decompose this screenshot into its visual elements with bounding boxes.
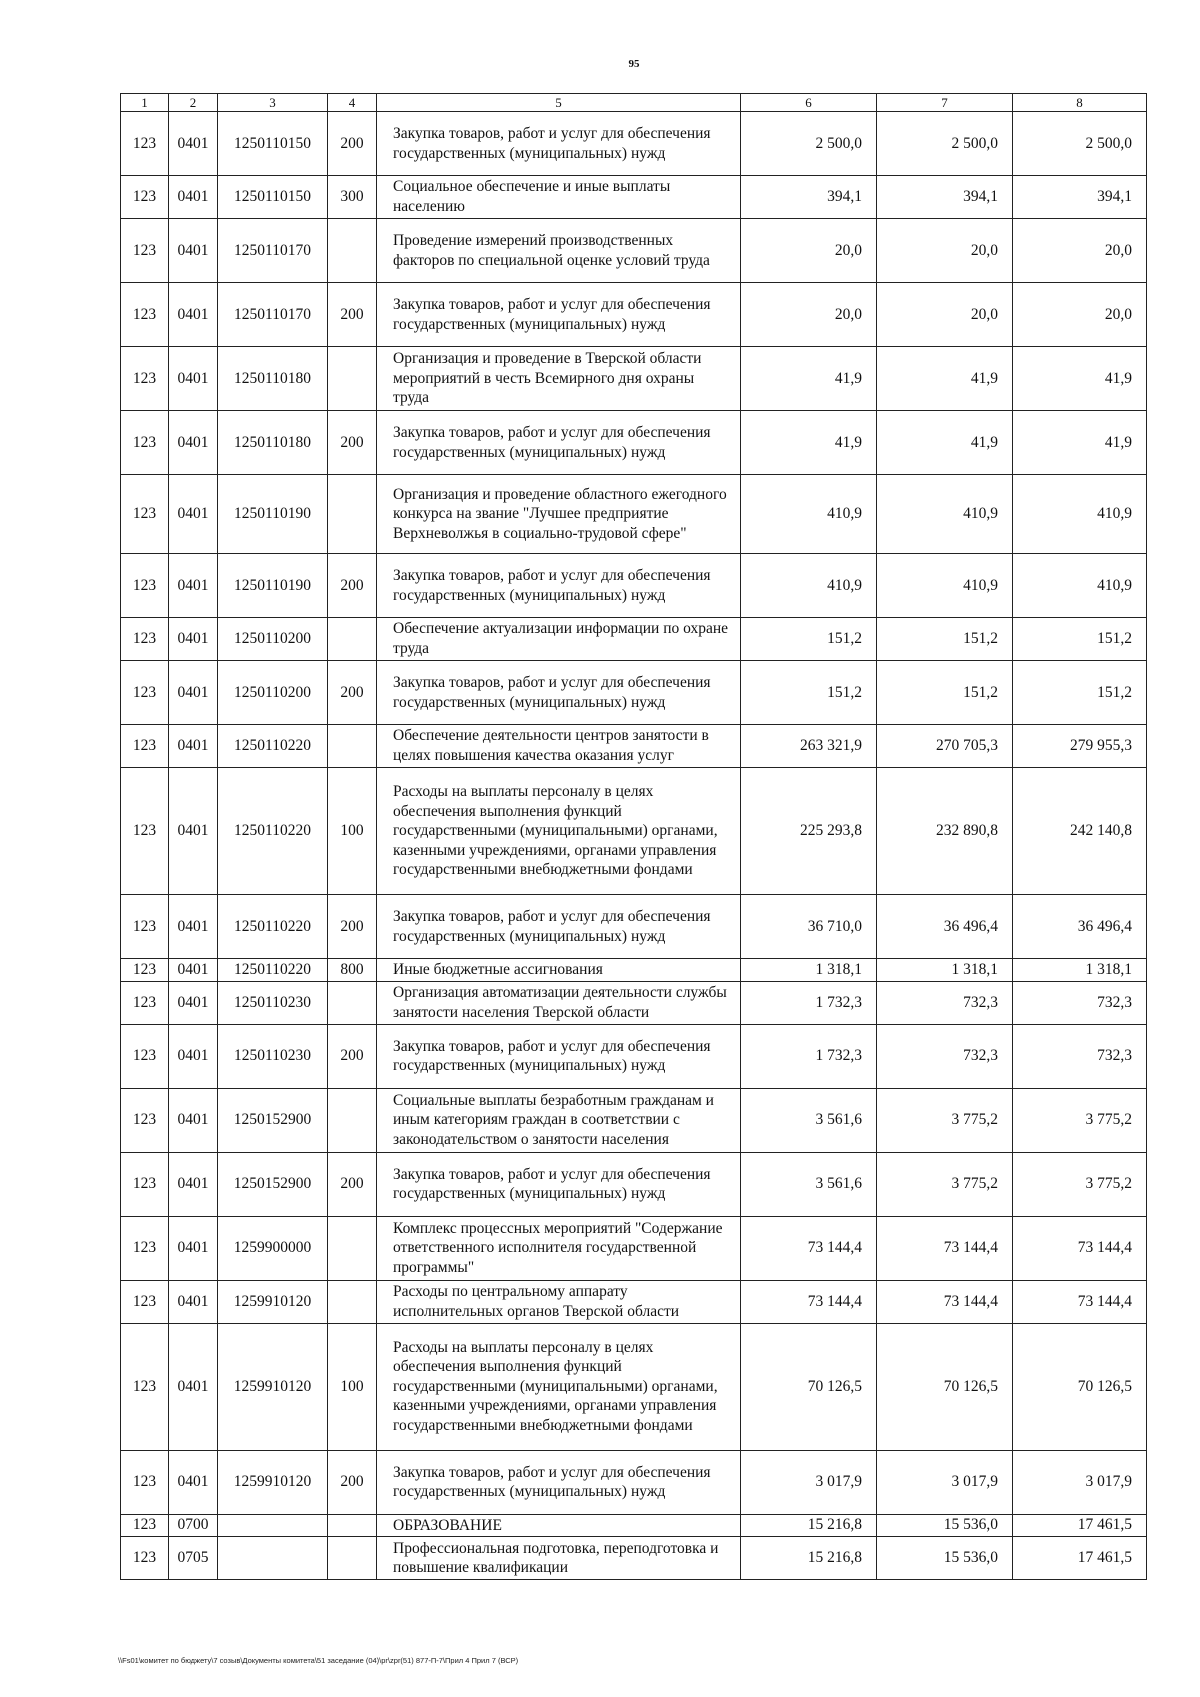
cell-col-7: 3 017,9 [877, 1450, 1013, 1514]
table-row [121, 1024, 1147, 1088]
cell-col-3: 1250110230 [218, 1024, 328, 1088]
cell-col-1: 123 [121, 1280, 169, 1323]
cell-col-2: 0401 [169, 618, 218, 661]
cell-col-3: 1250110180 [218, 411, 328, 475]
table-row [121, 981, 1147, 1024]
cell-col-3: 1250110200 [218, 618, 328, 661]
table-row [121, 895, 1147, 959]
cell-col-5: Закупка товаров, работ и услуг для обеспечения государственных (муниципальных) нужд [377, 112, 741, 176]
cell-col-1: 123 [121, 1216, 169, 1280]
table-row [121, 1450, 1147, 1514]
cell-col-6: 410,9 [741, 554, 877, 618]
cell-col-6: 410,9 [741, 475, 877, 554]
col-header-4: 4 [328, 94, 377, 112]
cell-col-3: 1250110170 [218, 219, 328, 283]
cell-col-8: 41,9 [1013, 411, 1147, 475]
cell-col-7: 151,2 [877, 661, 1013, 725]
cell-col-4: 200 [328, 112, 377, 176]
table-row [121, 725, 1147, 768]
cell-col-1: 123 [121, 176, 169, 219]
cell-col-7: 41,9 [877, 347, 1013, 411]
table-row [121, 554, 1147, 618]
cell-col-8: 20,0 [1013, 283, 1147, 347]
cell-col-1: 123 [121, 981, 169, 1024]
cell-col-8: 3 775,2 [1013, 1088, 1147, 1152]
cell-col-3: 1250110150 [218, 176, 328, 219]
col-header-2: 2 [169, 94, 218, 112]
cell-col-2: 0401 [169, 1280, 218, 1323]
cell-col-6: 2 500,0 [741, 112, 877, 176]
cell-col-5: Организация и проведение областного ежегодного конкурса на звание "Лучшее предприятие Верхневолжья в социально-трудовой сфере" [377, 475, 741, 554]
col-header-8: 8 [1013, 94, 1147, 112]
cell-col-6: 3 561,6 [741, 1088, 877, 1152]
cell-col-3: 1250110220 [218, 725, 328, 768]
cell-col-1: 123 [121, 725, 169, 768]
cell-col-5: Социальное обеспечение и иные выплаты населению [377, 176, 741, 219]
cell-col-3: 1250110190 [218, 475, 328, 554]
cell-col-8: 41,9 [1013, 347, 1147, 411]
cell-col-1: 123 [121, 411, 169, 475]
cell-col-7: 36 496,4 [877, 895, 1013, 959]
cell-col-4: 200 [328, 895, 377, 959]
cell-col-8: 36 496,4 [1013, 895, 1147, 959]
cell-col-7: 410,9 [877, 475, 1013, 554]
table-row [121, 219, 1147, 283]
cell-col-5: Закупка товаров, работ и услуг для обеспечения государственных (муниципальных) нужд [377, 1450, 741, 1514]
cell-col-5: Закупка товаров, работ и услуг для обеспечения государственных (муниципальных) нужд [377, 1024, 741, 1088]
cell-col-8: 17 461,5 [1013, 1537, 1147, 1580]
cell-col-4 [328, 219, 377, 283]
cell-col-1: 123 [121, 1514, 169, 1537]
cell-col-1: 123 [121, 661, 169, 725]
col-header-3: 3 [218, 94, 328, 112]
cell-col-7: 15 536,0 [877, 1537, 1013, 1580]
cell-col-3: 1250152900 [218, 1088, 328, 1152]
cell-col-6: 3 561,6 [741, 1152, 877, 1216]
cell-col-1: 123 [121, 1088, 169, 1152]
cell-col-1: 123 [121, 283, 169, 347]
cell-col-1: 123 [121, 475, 169, 554]
cell-col-8: 70 126,5 [1013, 1323, 1147, 1450]
cell-col-6: 15 216,8 [741, 1537, 877, 1580]
cell-col-7: 15 536,0 [877, 1514, 1013, 1537]
cell-col-3: 1259910120 [218, 1280, 328, 1323]
cell-col-8: 1 318,1 [1013, 959, 1147, 982]
cell-col-8: 151,2 [1013, 661, 1147, 725]
cell-col-4: 200 [328, 411, 377, 475]
page-number: 95 [628, 58, 640, 70]
cell-col-2: 0401 [169, 112, 218, 176]
cell-col-4 [328, 618, 377, 661]
cell-col-5: Закупка товаров, работ и услуг для обеспечения государственных (муниципальных) нужд [377, 283, 741, 347]
cell-col-2: 0700 [169, 1514, 218, 1537]
cell-col-4 [328, 1514, 377, 1537]
cell-col-6: 41,9 [741, 411, 877, 475]
cell-col-2: 0401 [169, 981, 218, 1024]
table-row [121, 959, 1147, 982]
col-header-1: 1 [121, 94, 169, 112]
cell-col-7: 3 775,2 [877, 1088, 1013, 1152]
cell-col-4: 200 [328, 661, 377, 725]
cell-col-3: 1250110220 [218, 959, 328, 982]
cell-col-7: 732,3 [877, 1024, 1013, 1088]
cell-col-1: 123 [121, 1024, 169, 1088]
col-header-7: 7 [877, 94, 1013, 112]
cell-col-2: 0401 [169, 411, 218, 475]
cell-col-5: Расходы на выплаты персоналу в целях обеспечения выполнения функций государственными (муниципальными) органами, казенными учреждениями, органами управления государственными внебюджетными фондами [377, 768, 741, 895]
table-row [121, 1280, 1147, 1323]
header-row [121, 94, 1147, 112]
table-row [121, 1323, 1147, 1450]
cell-col-2: 0401 [169, 1216, 218, 1280]
cell-col-8: 17 461,5 [1013, 1514, 1147, 1537]
cell-col-6: 73 144,4 [741, 1280, 877, 1323]
table-row [121, 1152, 1147, 1216]
cell-col-1: 123 [121, 112, 169, 176]
cell-col-8: 151,2 [1013, 618, 1147, 661]
cell-col-1: 123 [121, 347, 169, 411]
cell-col-8: 2 500,0 [1013, 112, 1147, 176]
cell-col-6: 263 321,9 [741, 725, 877, 768]
cell-col-8: 732,3 [1013, 981, 1147, 1024]
cell-col-5: Расходы на выплаты персоналу в целях обеспечения выполнения функций государственными (муниципальными) органами, казенными учреждениями, органами управления государственными внебюджетными фондами [377, 1323, 741, 1450]
cell-col-2: 0401 [169, 219, 218, 283]
col-header-6: 6 [741, 94, 877, 112]
cell-col-4: 200 [328, 283, 377, 347]
cell-col-6: 70 126,5 [741, 1323, 877, 1450]
cell-col-7: 70 126,5 [877, 1323, 1013, 1450]
cell-col-2: 0401 [169, 895, 218, 959]
cell-col-4: 200 [328, 1024, 377, 1088]
cell-col-7: 410,9 [877, 554, 1013, 618]
cell-col-1: 123 [121, 1450, 169, 1514]
cell-col-7: 73 144,4 [877, 1216, 1013, 1280]
table-row [121, 475, 1147, 554]
cell-col-4 [328, 1088, 377, 1152]
cell-col-2: 0401 [169, 1152, 218, 1216]
cell-col-4: 200 [328, 1152, 377, 1216]
cell-col-3: 1250152900 [218, 1152, 328, 1216]
cell-col-3: 1250110220 [218, 895, 328, 959]
cell-col-6: 1 732,3 [741, 981, 877, 1024]
cell-col-4: 200 [328, 554, 377, 618]
budget-table [120, 93, 1147, 1580]
table-row [121, 176, 1147, 219]
cell-col-4: 100 [328, 1323, 377, 1450]
cell-col-3: 1259910120 [218, 1323, 328, 1450]
cell-col-5: Иные бюджетные ассигнования [377, 959, 741, 982]
table-row [121, 1216, 1147, 1280]
cell-col-6: 3 017,9 [741, 1450, 877, 1514]
cell-col-4 [328, 347, 377, 411]
cell-col-6: 73 144,4 [741, 1216, 877, 1280]
cell-col-3: 1259910120 [218, 1450, 328, 1514]
cell-col-7: 2 500,0 [877, 112, 1013, 176]
cell-col-3 [218, 1514, 328, 1537]
cell-col-4: 800 [328, 959, 377, 982]
cell-col-5: Организация автоматизации деятельности службы занятости населения Тверской области [377, 981, 741, 1024]
cell-col-4: 300 [328, 176, 377, 219]
cell-col-1: 123 [121, 959, 169, 982]
cell-col-2: 0401 [169, 661, 218, 725]
cell-col-1: 123 [121, 895, 169, 959]
cell-col-8: 242 140,8 [1013, 768, 1147, 895]
cell-col-5: Закупка товаров, работ и услуг для обеспечения государственных (муниципальных) нужд [377, 1152, 741, 1216]
cell-col-3: 1250110150 [218, 112, 328, 176]
cell-col-2: 0401 [169, 725, 218, 768]
table-row [121, 1514, 1147, 1537]
cell-col-2: 0401 [169, 283, 218, 347]
cell-col-4 [328, 981, 377, 1024]
cell-col-3: 1250110200 [218, 661, 328, 725]
table-row [121, 1088, 1147, 1152]
cell-col-2: 0401 [169, 176, 218, 219]
cell-col-5: Организация и проведение в Тверской области мероприятий в честь Всемирного дня охраны труда [377, 347, 741, 411]
cell-col-4: 100 [328, 768, 377, 895]
footer-file-path: \\Fs01\комитет по бюджету\7 созыв\Документы комитета\51 заседание (04)\pr\zpr(51) 877-П-7\Прил 4 Прил 7 (ВСР) [118, 1656, 519, 1665]
cell-col-4 [328, 475, 377, 554]
cell-col-6: 36 710,0 [741, 895, 877, 959]
cell-col-5: Расходы по центральному аппарату исполнительных органов Тверской области [377, 1280, 741, 1323]
table-row [121, 347, 1147, 411]
cell-col-2: 0401 [169, 1088, 218, 1152]
table-row [121, 411, 1147, 475]
cell-col-1: 123 [121, 219, 169, 283]
cell-col-6: 41,9 [741, 347, 877, 411]
cell-col-5: Закупка товаров, работ и услуг для обеспечения государственных (муниципальных) нужд [377, 661, 741, 725]
cell-col-5: Обеспечение актуализации информации по охране труда [377, 618, 741, 661]
cell-col-2: 0401 [169, 959, 218, 982]
cell-col-6: 1 318,1 [741, 959, 877, 982]
cell-col-7: 394,1 [877, 176, 1013, 219]
cell-col-5: ОБРАЗОВАНИЕ [377, 1514, 741, 1537]
cell-col-7: 732,3 [877, 981, 1013, 1024]
cell-col-5: Закупка товаров, работ и услуг для обеспечения государственных (муниципальных) нужд [377, 411, 741, 475]
cell-col-3: 1250110180 [218, 347, 328, 411]
cell-col-8: 410,9 [1013, 475, 1147, 554]
cell-col-7: 151,2 [877, 618, 1013, 661]
table-row [121, 618, 1147, 661]
table-row [121, 661, 1147, 725]
cell-col-2: 0705 [169, 1537, 218, 1580]
cell-col-4 [328, 1537, 377, 1580]
cell-col-7: 3 775,2 [877, 1152, 1013, 1216]
cell-col-2: 0401 [169, 347, 218, 411]
cell-col-1: 123 [121, 768, 169, 895]
cell-col-6: 151,2 [741, 618, 877, 661]
cell-col-5: Профессиональная подготовка, переподготовка и повышение квалификации [377, 1537, 741, 1580]
cell-col-7: 1 318,1 [877, 959, 1013, 982]
cell-col-3: 1250110230 [218, 981, 328, 1024]
cell-col-7: 73 144,4 [877, 1280, 1013, 1323]
cell-col-7: 41,9 [877, 411, 1013, 475]
col-header-5: 5 [377, 94, 741, 112]
cell-col-4: 200 [328, 1450, 377, 1514]
cell-col-3 [218, 1537, 328, 1580]
cell-col-8: 73 144,4 [1013, 1280, 1147, 1323]
cell-col-1: 123 [121, 618, 169, 661]
table-row [121, 768, 1147, 895]
cell-col-5: Закупка товаров, работ и услуг для обеспечения государственных (муниципальных) нужд [377, 554, 741, 618]
cell-col-6: 20,0 [741, 219, 877, 283]
cell-col-2: 0401 [169, 1024, 218, 1088]
cell-col-3: 1250110220 [218, 768, 328, 895]
cell-col-2: 0401 [169, 554, 218, 618]
cell-col-1: 123 [121, 1152, 169, 1216]
cell-col-6: 20,0 [741, 283, 877, 347]
cell-col-4 [328, 1216, 377, 1280]
cell-col-6: 394,1 [741, 176, 877, 219]
cell-col-6: 15 216,8 [741, 1514, 877, 1537]
table-row [121, 1537, 1147, 1580]
cell-col-5: Закупка товаров, работ и услуг для обеспечения государственных (муниципальных) нужд [377, 895, 741, 959]
cell-col-3: 1259900000 [218, 1216, 328, 1280]
cell-col-7: 270 705,3 [877, 725, 1013, 768]
cell-col-7: 232 890,8 [877, 768, 1013, 895]
cell-col-7: 20,0 [877, 219, 1013, 283]
cell-col-8: 394,1 [1013, 176, 1147, 219]
cell-col-6: 151,2 [741, 661, 877, 725]
cell-col-1: 123 [121, 1323, 169, 1450]
cell-col-8: 732,3 [1013, 1024, 1147, 1088]
cell-col-2: 0401 [169, 768, 218, 895]
cell-col-5: Проведение измерений производственных факторов по специальной оценке условий труда [377, 219, 741, 283]
cell-col-8: 410,9 [1013, 554, 1147, 618]
cell-col-6: 1 732,3 [741, 1024, 877, 1088]
cell-col-8: 279 955,3 [1013, 725, 1147, 768]
cell-col-6: 225 293,8 [741, 768, 877, 895]
cell-col-2: 0401 [169, 1450, 218, 1514]
cell-col-8: 73 144,4 [1013, 1216, 1147, 1280]
cell-col-3: 1250110170 [218, 283, 328, 347]
cell-col-2: 0401 [169, 1323, 218, 1450]
cell-col-7: 20,0 [877, 283, 1013, 347]
cell-col-5: Социальные выплаты безработным гражданам и иным категориям граждан в соответствии с законодательством о занятости населения [377, 1088, 741, 1152]
table-row [121, 112, 1147, 176]
cell-col-8: 20,0 [1013, 219, 1147, 283]
cell-col-8: 3 017,9 [1013, 1450, 1147, 1514]
cell-col-4 [328, 1280, 377, 1323]
cell-col-8: 3 775,2 [1013, 1152, 1147, 1216]
cell-col-4 [328, 725, 377, 768]
cell-col-1: 123 [121, 1537, 169, 1580]
cell-col-1: 123 [121, 554, 169, 618]
cell-col-5: Комплекс процессных мероприятий "Содержание ответственного исполнителя государственной программы" [377, 1216, 741, 1280]
cell-col-3: 1250110190 [218, 554, 328, 618]
cell-col-5: Обеспечение деятельности центров занятости в целях повышения качества оказания услуг [377, 725, 741, 768]
cell-col-2: 0401 [169, 475, 218, 554]
table-row [121, 283, 1147, 347]
